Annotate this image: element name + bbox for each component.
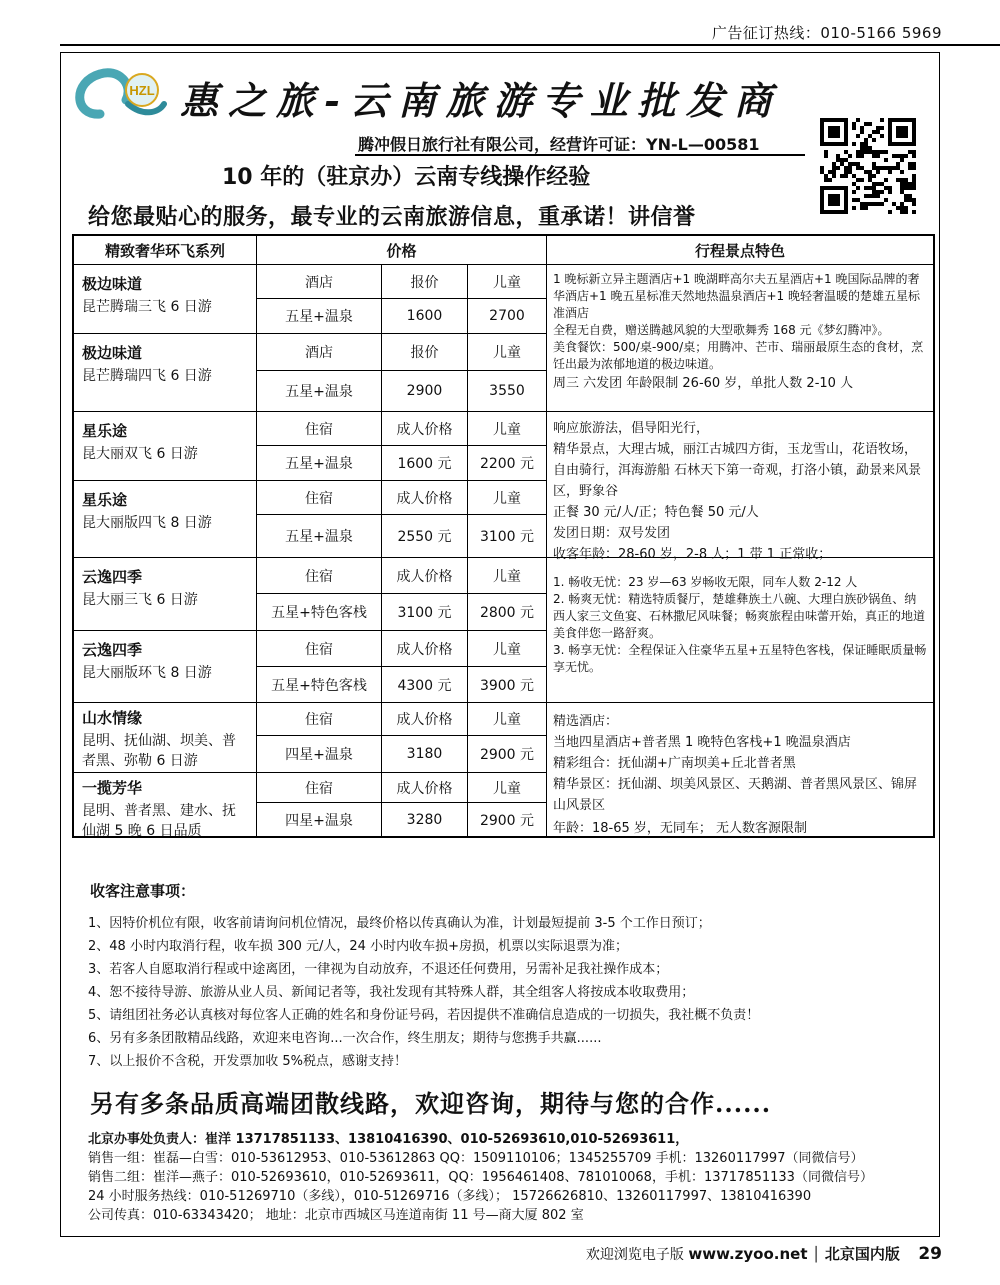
price-value: 2900 元 <box>468 736 547 773</box>
feature-line: 2. 畅爽无忧：精选特质餐厅，楚雄彝族土八碗、大理白族砂锅鱼、纳西人家三文鱼宴、石林撒尼风味餐；畅爽旅程由味蕾开始，真正的地道美食伴您一路舒爽。 <box>553 592 926 640</box>
price-value: 3550 <box>468 371 547 412</box>
price-value: 五星+温泉 <box>257 515 382 558</box>
product-name: 极边味道 <box>82 275 143 293</box>
price-label: 住宿 <box>257 773 382 803</box>
contact-line: 销售二组：崔洋—燕子：010-52693610，010-52693611，QQ：1956461408、781010068，手机：13717851133（同微信号） <box>88 1170 873 1185</box>
price-value: 五星+温泉 <box>257 446 382 481</box>
price-label: 住宿 <box>257 412 382 446</box>
company-underline <box>355 154 805 156</box>
company-license: 腾冲假日旅行社有限公司，经营许可证：YN-L—00581 <box>358 135 760 154</box>
note-item: 4、恕不接待导游、旅游从业人员、新闻记者等，我社发现有其特殊人群，其全组客人将按成本收取费用； <box>88 985 695 1000</box>
price-value: 2700 <box>468 299 547 334</box>
feature-line: 正餐 30 元/人/正；特色餐 50 元/人 <box>553 505 759 520</box>
note-item: 1、因特价机位有限，收客前请询问机位情况，最终价格以传真确认为准，计划最短提前 3-5 个工作日预订； <box>88 916 711 931</box>
closing-slogan: 另有多条品质高端团散线路，欢迎咨询，期待与您的合作...... <box>90 1089 772 1118</box>
footer-site-link[interactable]: www.zyoo.net <box>688 1245 808 1263</box>
price-label: 成人价格 <box>382 412 468 446</box>
product-cell <box>74 481 257 558</box>
price-label: 酒店 <box>257 265 382 299</box>
notes-title: 收客注意事项： <box>90 882 196 900</box>
contact-line: 公司传真：010-63343420； 地址：北京市西城区马连道南街 11 号—商大厦 802 室 <box>88 1208 584 1223</box>
features-cell <box>547 703 933 836</box>
features-cell <box>547 412 933 562</box>
page-number: 29 <box>918 1244 942 1264</box>
product-cell <box>74 773 257 839</box>
price-label: 住宿 <box>257 558 382 594</box>
price-label: 儿童 <box>468 334 547 371</box>
features-cell <box>547 265 933 412</box>
feature-line: 精彩组合：抚仙湖+广南坝美+丘北普者黑 <box>553 756 796 771</box>
price-value: 2200 元 <box>468 446 547 481</box>
brand-title: 惠之旅-云南旅游专业批发商 <box>180 78 782 123</box>
price-value: 2900 <box>382 371 468 412</box>
price-value: 3900 元 <box>468 667 547 703</box>
price-value: 3180 <box>382 736 468 773</box>
feature-line: 周三 六发团 年龄限制 26-60 岁，单批人数 2-10 人 <box>553 376 854 391</box>
note-item: 2、48 小时内取消行程，收车损 300 元/人，24 小时内收车损+房损，机票以实际退票为准； <box>88 939 628 954</box>
feature-line: 1. 畅收无忧：23 岁—63 岁畅收无限，同车人数 2-12 人 <box>553 575 858 589</box>
product-cell <box>74 412 257 481</box>
logo-text: HZL <box>129 83 155 98</box>
price-value: 2900 元 <box>468 803 547 836</box>
price-label: 儿童 <box>468 481 547 515</box>
features-cell <box>547 558 933 703</box>
product-name: 星乐途 <box>82 491 128 509</box>
footer-browse: 欢迎浏览电子版 <box>585 1247 684 1263</box>
feature-line: 精华景区：抚仙湖、坝美风景区、天鹅湖、普者黑风景区、锦屏山风景区 <box>553 777 918 813</box>
feature-line: 美食餐饮：500/桌-900/桌；用腾冲、芒市、瑞丽最原生态的食材，烹饪出最为浓郁地道的极边味道。 <box>553 340 924 371</box>
price-label: 儿童 <box>468 558 547 594</box>
contact-line: 北京办事处负责人：崔洋 13717851133、13810416390、010-52693610,010-52693611， <box>88 1132 689 1147</box>
feature-line: 发团日期：双号发团 <box>553 526 671 541</box>
product-route: 昆芒腾瑞四飞 6 日游 <box>82 368 212 384</box>
price-label: 儿童 <box>468 412 547 446</box>
ad-hotline: 广告征订热线：010-5166 5969 <box>711 24 942 42</box>
product-cell <box>74 334 257 412</box>
header-features: 行程景点特色 <box>547 236 933 265</box>
price-value: 四星+温泉 <box>257 736 382 773</box>
price-value: 1600 <box>382 299 468 334</box>
feature-line: 收客年龄：28-60 岁，2-8 人；1 带 1 正常收； <box>553 547 832 562</box>
price-label: 成人价格 <box>382 631 468 667</box>
product-cell <box>74 631 257 703</box>
product-route: 昆大丽版环飞 8 日游 <box>82 665 212 681</box>
footer-edition: 北京国内版 <box>824 1245 900 1263</box>
product-cell <box>74 558 257 631</box>
product-route: 昆大丽版四飞 8 日游 <box>82 515 212 531</box>
price-value: 3100 元 <box>382 594 468 631</box>
header-price: 价格 <box>257 236 547 265</box>
contact-line: 销售一组：崔磊—白雪：010-53612953、010-53612863 QQ：1509110106；1345255709 手机：13260117997（同微信号） <box>88 1151 864 1166</box>
price-label: 儿童 <box>468 631 547 667</box>
price-label: 成人价格 <box>382 481 468 515</box>
product-cell <box>74 265 257 334</box>
price-label: 报价 <box>382 265 468 299</box>
price-label: 成人价格 <box>382 558 468 594</box>
feature-line: 1 晚标新立异主题酒店+1 晚湖畔高尔夫五星酒店+1 晚国际品牌的奢华酒店+1 晚五星标准天然地热温泉酒店+1 晚轻奢温暖的楚雄五星标准酒店 <box>553 272 921 320</box>
price-label: 儿童 <box>468 703 547 736</box>
price-value: 五星+特色客栈 <box>257 667 382 703</box>
product-name: 极边味道 <box>82 344 143 362</box>
price-label: 成人价格 <box>382 773 468 803</box>
notes-list <box>88 912 759 1073</box>
price-label: 住宿 <box>257 481 382 515</box>
price-value: 五星+温泉 <box>257 371 382 412</box>
note-item: 7、以上报价不含税，开发票加收 5%税点，感谢支持！ <box>88 1054 408 1069</box>
feature-line: 3. 畅享无忧：全程保证入住豪华五星+五星特色客栈，保证睡眠质量畅享无忧。 <box>553 643 927 674</box>
price-label: 住宿 <box>257 631 382 667</box>
header-rule <box>60 44 1000 46</box>
feature-line: 响应旅游法，倡导阳光行， <box>553 421 710 436</box>
itinerary-table <box>72 234 935 838</box>
product-name: 星乐途 <box>82 422 128 440</box>
price-value: 3280 <box>382 803 468 836</box>
feature-line: 精选酒店： <box>553 714 619 729</box>
price-value: 2800 元 <box>468 594 547 631</box>
price-label: 酒店 <box>257 334 382 371</box>
note-item: 6、另有多条团散精品线路，欢迎来电咨询...一次合作，终生朋友；期待与您携手共赢...... <box>88 1031 602 1046</box>
contact-line: 24 小时服务热线：010-51269710（多线），010-51269716（多线）； 15726626810、13260117997、13810416390 <box>88 1189 812 1204</box>
price-value: 4300 元 <box>382 667 468 703</box>
feature-line: 精华景点，大理古城，丽江古城四方街，玉龙雪山，花语牧场，自由骑行，洱海游船 石林天下第一奇观，打洛小镇，勐景来风景区，野象谷 <box>553 442 922 499</box>
product-route: 昆芒腾瑞三飞 6 日游 <box>82 299 212 315</box>
feature-line: 全程无自费，赠送腾越风貌的大型歌舞秀 168 元《梦幻腾冲》。 <box>553 323 890 337</box>
service-slogan: 给您最贴心的服务，最专业的云南旅游信息，重承诺！讲信誉 <box>88 205 696 230</box>
product-name: 云逸四季 <box>82 641 143 659</box>
price-value: 3100 元 <box>468 515 547 558</box>
feature-line: 当地四星酒店+普者黑 1 晚特色客栈+1 晚温泉酒店 <box>553 735 851 750</box>
product-name: 一揽芳华 <box>82 779 143 797</box>
price-value: 五星+特色客栈 <box>257 594 382 631</box>
product-route: 昆大丽双飞 6 日游 <box>82 446 198 462</box>
product-route: 昆明、抚仙湖、坝美、普者黑、弥勒 6 日游 <box>82 733 236 769</box>
product-name: 山水情缘 <box>82 709 143 727</box>
product-route: 昆明、普者黑、建水、抚仙湖 5 晚 6 日品质 <box>82 803 236 839</box>
price-label: 儿童 <box>468 265 547 299</box>
contact-block <box>88 1130 873 1225</box>
price-value: 四星+温泉 <box>257 803 382 836</box>
company-logo <box>70 60 170 128</box>
note-item: 3、若客人自愿取消行程或中途离团，一律视为自动放弃，不退还任何费用，另需补足我社操作成本； <box>88 962 669 977</box>
feature-line: 年龄：18-65 岁，无同车； 无人数客源限制 <box>553 821 808 836</box>
price-label: 报价 <box>382 334 468 371</box>
price-label: 住宿 <box>257 703 382 736</box>
product-cell <box>74 703 257 773</box>
header-series: 精致奢华环飞系列 <box>74 236 257 265</box>
price-label: 成人价格 <box>382 703 468 736</box>
page-footer: 欢迎浏览电子版 www.zyoo.net │ 北京国内版 29 <box>585 1244 942 1264</box>
product-route: 昆大丽三飞 6 日游 <box>82 592 198 608</box>
price-value: 1600 元 <box>382 446 468 481</box>
price-label: 儿童 <box>468 773 547 803</box>
qr-code <box>820 118 916 214</box>
price-value: 2550 元 <box>382 515 468 558</box>
product-name: 云逸四季 <box>82 568 143 586</box>
price-value: 五星+温泉 <box>257 299 382 334</box>
experience-slogan: 10 年的（驻京办）云南专线操作经验 <box>222 165 591 190</box>
note-item: 5、请组团社务必认真核对每位客人正确的姓名和身份证号码，若因提供不准确信息造成的一切损失，我社概不负责！ <box>88 1008 760 1023</box>
